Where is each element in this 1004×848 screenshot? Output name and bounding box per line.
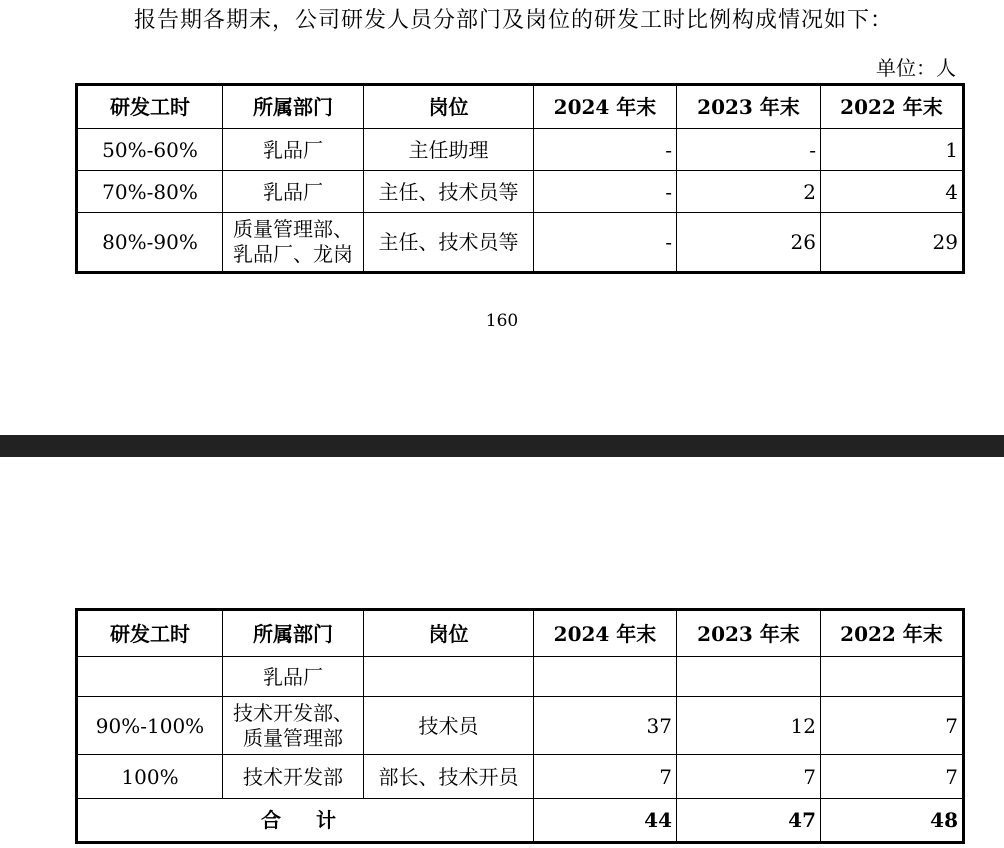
cell-2024: - [534,129,677,171]
cell-2024: 37 [534,697,677,755]
cell-position: 主任、技术员等 [364,213,534,273]
department-line: 质量管理部、 [233,217,353,241]
header-department: 所属部门 [223,85,364,129]
cell-2023: - [677,129,821,171]
cell-hours: 80%-90% [77,213,223,273]
cell-position: 主任、技术员等 [364,171,534,213]
cell-2024: - [534,171,677,213]
intro-paragraph: 报告期各期末，公司研发人员分部门及岗位的研发工时比例构成情况如下： [134,8,894,33]
rd-hours-table-top [75,83,965,274]
cell-department: 技术开发部 [223,755,364,799]
header-2024: 2024 年末 [534,610,677,657]
department-line: 质量管理部 [243,725,343,750]
table-header-row [77,610,964,657]
unit-label: 单位：人 [876,56,956,80]
cell-department [223,213,364,273]
page-number: 160 [485,311,519,331]
cell-2022: 7 [821,755,964,799]
cell-department: 乳品厂 [223,171,364,213]
total-2022: 48 [821,799,964,843]
cell-2024: 7 [534,755,677,799]
cell-department: 乳品厂 [223,129,364,171]
total-label: 合 计 [77,799,534,843]
total-2023: 47 [677,799,821,843]
table-row [77,129,964,171]
cell-hours: 70%-80% [77,171,223,213]
table-row [77,755,964,799]
table-header-row [77,85,964,129]
header-2024: 2024 年末 [534,85,677,129]
header-2023: 2023 年末 [677,85,821,129]
cell-2022: 7 [821,697,964,755]
cell-2023 [677,657,821,697]
table-row [77,213,964,273]
header-position: 岗位 [364,610,534,657]
table-total-row [77,799,964,843]
cell-2023: 7 [677,755,821,799]
table-row [77,697,964,755]
header-2022: 2022 年末 [821,610,964,657]
cell-2022: 29 [821,213,964,273]
total-2024: 44 [534,799,677,843]
cell-2023: 26 [677,213,821,273]
header-department: 所属部门 [223,610,364,657]
cell-hours: 100% [77,755,223,799]
table-row [77,171,964,213]
header-hours: 研发工时 [77,85,223,129]
cell-2022 [821,657,964,697]
cell-hours [77,657,223,697]
cell-department [223,697,364,755]
cell-2023: 2 [677,171,821,213]
cell-hours: 50%-60% [77,129,223,171]
cell-hours: 90%-100% [77,697,223,755]
cell-position [364,657,534,697]
table-row [77,657,964,697]
header-2022: 2022 年末 [821,85,964,129]
cell-department: 乳品厂 [223,657,364,697]
cell-position: 部长、技术开员 [364,755,534,799]
header-hours: 研发工时 [77,610,223,657]
cell-2022: 4 [821,171,964,213]
header-position: 岗位 [364,85,534,129]
header-2023: 2023 年末 [677,610,821,657]
cell-2023: 12 [677,697,821,755]
cell-2024: - [534,213,677,273]
cell-position: 主任助理 [364,129,534,171]
cell-2024 [534,657,677,697]
rd-hours-table-bottom [75,608,965,844]
cell-2022: 1 [821,129,964,171]
department-line: 乳品厂、龙岗 [233,242,353,266]
cell-position: 技术员 [364,697,534,755]
department-line: 技术开发部、 [233,700,353,725]
page-divider [0,435,1004,457]
